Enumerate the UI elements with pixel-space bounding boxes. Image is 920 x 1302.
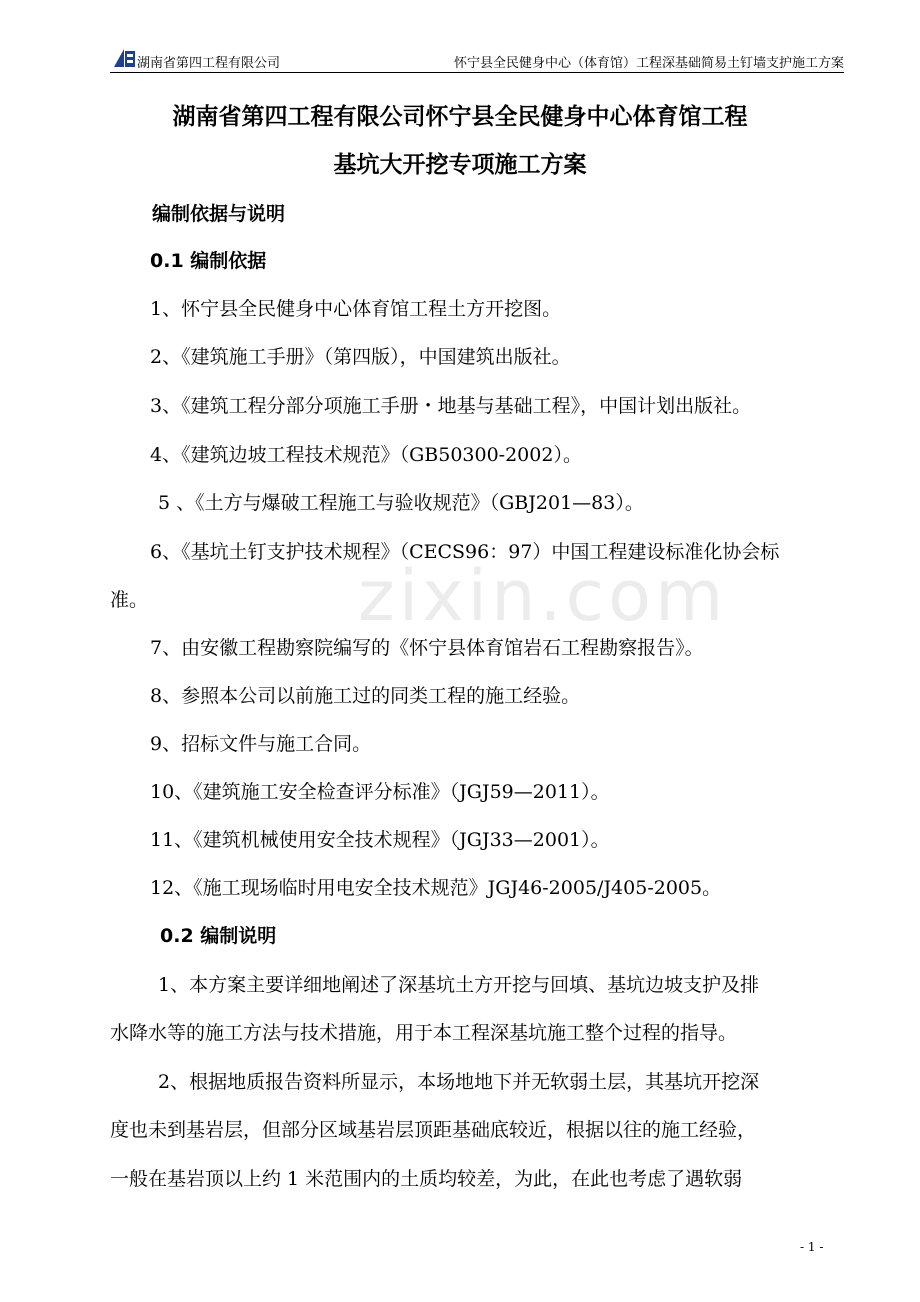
- basis-item: 1、怀宁县全民健身中心体育馆工程土方开挖图。: [150, 298, 562, 320]
- basis-item: 11、《建筑机械使用安全技术规程》（JGJ33—2001）。: [150, 829, 610, 851]
- section-heading: 编制依据与说明: [152, 203, 286, 225]
- basis-item: 10、《建筑施工安全检查评分标准》（JGJ59—2011）。: [150, 781, 610, 803]
- page-header: [110, 44, 844, 73]
- watermark: zixin.com: [358, 555, 728, 637]
- basis-item: 2、《建筑施工手册》（第四版），中国建筑出版社。: [150, 346, 571, 368]
- basis-item-continuation: 准。: [110, 589, 149, 611]
- header-document-title: 怀宁县全民健身中心（体育馆）工程深基础简易土钉墙支护施工方案: [453, 56, 844, 71]
- document-title-line1: 湖南省第四工程有限公司怀宁县全民健身中心体育馆工程: [172, 104, 748, 130]
- note-paragraph-line: 2、根据地质报告资料所显示，本场地地下并无软弱土层，其基坑开挖深: [158, 1071, 760, 1093]
- section-0-2-heading: 0.2 编制说明: [160, 925, 277, 947]
- note-paragraph-line: 1、本方案主要详细地阐述了深基坑土方开挖与回填、基坑边坡支护及排: [158, 974, 760, 996]
- basis-item: 3、《建筑工程分部分项施工手册・地基与基础工程》，中国计划出版社。: [150, 395, 752, 417]
- document-title-line2: 基坑大开挖专项施工方案: [333, 152, 587, 178]
- note-paragraph-line: 水降水等的施工方法与技术措施，用于本工程深基坑施工整个过程的指导。: [110, 1022, 738, 1044]
- company-logo-icon: [112, 45, 138, 69]
- section-0-1-heading: 0.1 编制依据: [150, 250, 267, 272]
- basis-item: 6、《基坑土钉支护技术规程》（CECS96：97）中国工程建设标准化协会标: [150, 541, 780, 563]
- basis-item: 4、《建筑边坡工程技术规范》（GB50300-2002）。: [150, 444, 582, 466]
- note-paragraph-line: 度也未到基岩层，但部分区域基岩层顶距基础底较近，根据以往的施工经验，: [110, 1119, 757, 1141]
- basis-item: 12、《施工现场临时用电安全技术规范》JGJ46-2005/J405-2005。: [150, 877, 722, 899]
- page-number: - 1 -: [800, 1240, 824, 1254]
- basis-item: 5 、《土方与爆破工程施工与验收规范》（GBJ201—83）。: [158, 492, 644, 514]
- basis-item: 7、由安徽工程勘察院编写的《怀宁县体育馆岩石工程勘察报告》。: [150, 637, 704, 659]
- basis-item: 8、参照本公司以前施工过的同类工程的施工经验。: [150, 685, 581, 707]
- basis-item: 9、招标文件与施工合同。: [150, 733, 372, 755]
- note-paragraph-line: 一般在基岩顶以上约 1 米范围内的土质均较差，为此，在此也考虑了遇软弱: [110, 1168, 743, 1190]
- header-company-name: 湖南省第四工程有限公司: [137, 56, 281, 71]
